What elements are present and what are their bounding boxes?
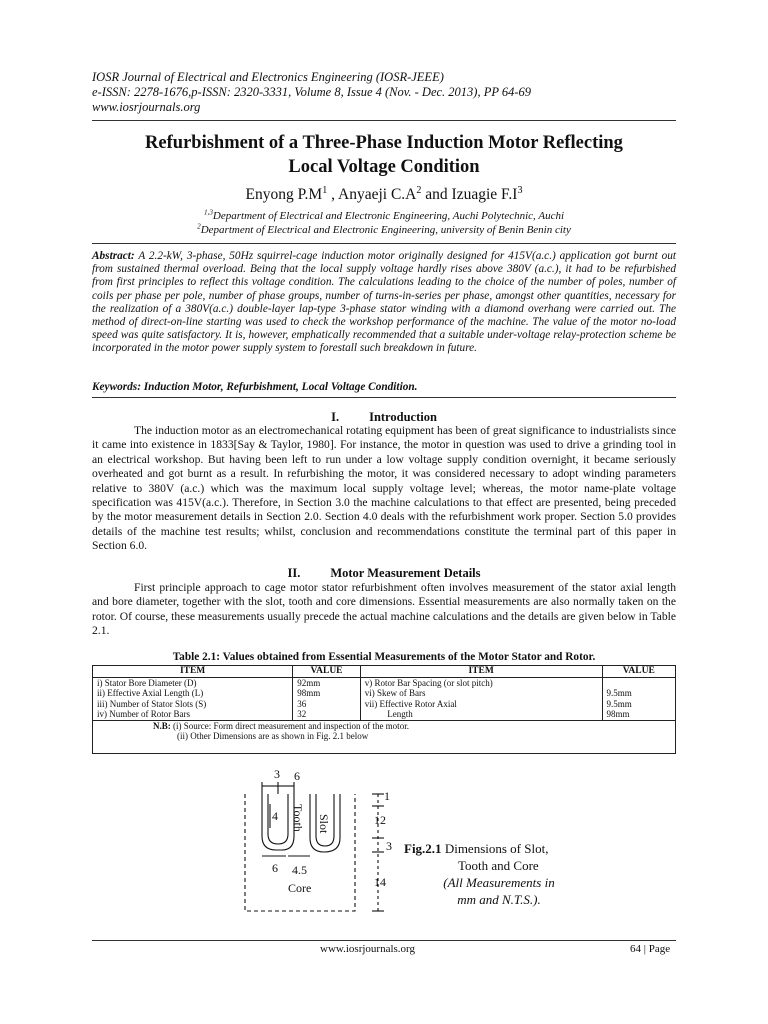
author-2: Anyaeji C.A bbox=[338, 186, 417, 203]
header-rule bbox=[92, 120, 676, 121]
table-cell: 32 bbox=[293, 709, 361, 720]
author-3: Izuagie F.I bbox=[451, 186, 518, 203]
label-right-3: 3 bbox=[386, 839, 392, 853]
figure-caption-number: Fig.2.1 bbox=[404, 841, 442, 856]
abstract-top-rule bbox=[92, 243, 676, 244]
table-row bbox=[93, 688, 676, 699]
label-tooth: Tooth bbox=[291, 804, 305, 832]
section-2-paragraph: First principle approach to cage motor stator refurbishment often involves measurement of the stator axial length and bore diameter, together with the slot, tooth and core dimensions. Essential measurements are also normally taken on the rotor. Of course, these measurements usually precede the actual machine calculations and the details are given below in Table 2.1. bbox=[92, 581, 676, 638]
table-cell: i) Stator Bore Diameter (D) bbox=[93, 677, 293, 688]
table-header-value-1: VALUE bbox=[293, 666, 361, 678]
keywords bbox=[92, 381, 676, 393]
author-sep-2: and bbox=[421, 186, 452, 203]
affiliation-2 bbox=[92, 224, 676, 237]
footer-url: www.iosrjournals.org bbox=[320, 943, 416, 955]
table-note bbox=[93, 720, 676, 753]
table-cell: 36 bbox=[293, 699, 361, 710]
affiliation-2-text: Department of Electrical and Electronic Engineering, university of Benin Benin city bbox=[200, 224, 571, 236]
table-cell: 9.5mm bbox=[602, 699, 675, 710]
abstract-bottom-rule bbox=[92, 397, 676, 398]
section-2-heading bbox=[92, 566, 676, 581]
table-cell bbox=[602, 677, 675, 688]
table-cell: 98mm bbox=[602, 709, 675, 720]
section-1-body bbox=[92, 424, 676, 554]
figure-caption-line4: mm and N.T.S.). bbox=[457, 892, 541, 907]
label-right-2: 12 bbox=[374, 813, 386, 827]
table-cell: Length bbox=[360, 709, 602, 720]
figure-caption bbox=[404, 840, 584, 908]
author-sep-1: , bbox=[327, 186, 338, 203]
title-line-2: Local Voltage Condition bbox=[288, 157, 480, 177]
label-slot: Slot bbox=[317, 814, 331, 834]
paper-title bbox=[92, 131, 676, 179]
affiliation-1-sup: 1,3 bbox=[203, 208, 213, 217]
footer-rule bbox=[92, 940, 676, 941]
table-header-item-2: ITEM bbox=[360, 666, 602, 678]
table-cell: iv) Number of Rotor Bars bbox=[93, 709, 293, 720]
author-1: Enyong P.M bbox=[245, 186, 323, 203]
page-number: 64 | Page bbox=[630, 943, 671, 955]
section-2-body bbox=[92, 581, 676, 639]
abstract bbox=[92, 250, 676, 356]
slot-left-inner bbox=[268, 794, 288, 844]
section-1-title: Introduction bbox=[369, 410, 437, 424]
table-cell: vii) Effective Rotor Axial bbox=[360, 699, 602, 710]
section-1-heading bbox=[92, 410, 676, 425]
section-1-number: I. bbox=[331, 410, 340, 424]
journal-issn: e-ISSN: 2278-1676,p-ISSN: 2320-3331, Volume 8, Issue 4 (Nov. - Dec. 2013), PP 64-69 bbox=[92, 85, 532, 99]
table-row bbox=[93, 677, 676, 688]
label-right-1: 1 bbox=[384, 789, 390, 803]
table-cell: ii) Effective Axial Length (L) bbox=[93, 688, 293, 699]
table-cell: 9.5mm bbox=[602, 688, 675, 699]
journal-website: www.iosrjournals.org bbox=[92, 100, 201, 114]
title-line-1: Refurbishment of a Three-Phase Induction Motor Reflecting bbox=[145, 133, 623, 153]
figure-caption-line2: Tooth and Core bbox=[458, 858, 539, 873]
figure-caption-line1: Dimensions of Slot, bbox=[441, 841, 549, 856]
table-cell: v) Rotor Bar Spacing (or slot pitch) bbox=[360, 677, 602, 688]
keywords-text: Induction Motor, Refurbishment, Local Voltage Condition. bbox=[140, 381, 418, 393]
author-list bbox=[92, 186, 676, 204]
table-cell: 98mm bbox=[293, 688, 361, 699]
section-2-title: Motor Measurement Details bbox=[330, 566, 481, 580]
affiliation-1-text: Department of Electrical and Electronic Engineering, Auchi Polytechnic, Auchi bbox=[212, 210, 565, 222]
table-cell: iii) Number of Stator Slots (S) bbox=[93, 699, 293, 710]
table-row bbox=[93, 699, 676, 710]
label-bottom-b: 4.5 bbox=[292, 863, 307, 877]
abstract-text: A 2.2-kW, 3-phase, 50Hz squirrel-cage induction motor originally designed for 415V(a.c.) application got burnt out from sustained thermal overload. Being that the local supply voltage hardly rises above 380V (a.c.), it had to be refurbished from first principles to reflect this voltage condition. The calculations leading to the choice of the number of poles, number of coils per phase per pole, number of phase groups, number of turns-in-series per phase, amongst other quantities, necessary for the realization of a 380V(a.c.) double-layer lap-type 3-phase stator winding with a diamond overhang were carried out. The method of direct-on-line starting was used to check the workshop performance of the machine. The value of the motor no-load speed was quite satisfactory. It is, however, emphatically recommended that a suitable under-voltage relay-protection scheme be incorporated in the motor power supply system to forestall such breakdown in future. bbox=[92, 250, 676, 355]
label-bottom-a: 6 bbox=[272, 861, 278, 875]
keywords-label: Keywords: bbox=[92, 381, 141, 393]
table-row bbox=[93, 709, 676, 720]
affiliation-2-sup: 2 bbox=[197, 222, 201, 231]
abstract-label: Abstract: bbox=[92, 250, 135, 262]
table-cell: vi) Skew of Bars bbox=[360, 688, 602, 699]
label-right-4: 14 bbox=[374, 875, 386, 889]
label-tooth-depth: 4 bbox=[272, 809, 278, 823]
measurement-table bbox=[92, 665, 676, 754]
table-note-label: N.B: bbox=[153, 720, 171, 731]
table-header-value-2: VALUE bbox=[602, 666, 675, 678]
figure-caption-line3: (All Measurements in bbox=[443, 875, 555, 890]
slot-tooth-core-figure bbox=[230, 766, 400, 916]
label-core: Core bbox=[288, 881, 312, 895]
author-2-sup: 2 bbox=[416, 184, 422, 196]
table-note-2: (ii) Other Dimensions are as shown in Fig. 2.1 below bbox=[177, 731, 369, 741]
journal-name: IOSR Journal of Electrical and Electronics Engineering (IOSR-JEEE) bbox=[92, 70, 444, 84]
section-1-paragraph: The induction motor as an electromechanical rotating equipment has been of great significance to industrialists since it came into existence in 1833[Say & Taylor, 1980]. For instance, the motor in question was used to drive a grinding tool in an electrical workshop. But having been left to run under a low voltage supply condition overnight, it became seriously overheated and got burnt as a result. In refurbishing the motor, it was considered necessary to adopt winding parameters relative to 380V (a.c.) which was the maximum local supply voltage level; whereas, the motor name-plate voltage specification was 415V(a.c.). Therefore, in Section 3.0 the machine calculations to that effect are presented, being preceded by the motor measurement details in Section 2.0. Section 4.0 deals with the refurbishment work proper. Section 5.0 provides details of the machine test results; whilst, conclusion and recommendations constitute the terminal part of this paper in Section 6.0. bbox=[92, 424, 676, 553]
table-header-item-1: ITEM bbox=[93, 666, 293, 678]
label-top-a: 3 bbox=[274, 767, 280, 781]
table-cell: 92mm bbox=[293, 677, 361, 688]
affiliation-1 bbox=[92, 210, 676, 223]
section-2-number: II. bbox=[287, 566, 301, 580]
author-1-sup: 1 bbox=[322, 184, 328, 196]
table-caption: Table 2.1: Values obtained from Essential Measurements of the Motor Stator and Rotor. bbox=[172, 651, 596, 663]
slot-left bbox=[262, 794, 294, 850]
table-note-1: (i) Source: Form direct measurement and inspection of the motor. bbox=[170, 720, 409, 731]
label-top-b: 6 bbox=[294, 769, 300, 783]
author-3-sup: 3 bbox=[517, 184, 523, 196]
